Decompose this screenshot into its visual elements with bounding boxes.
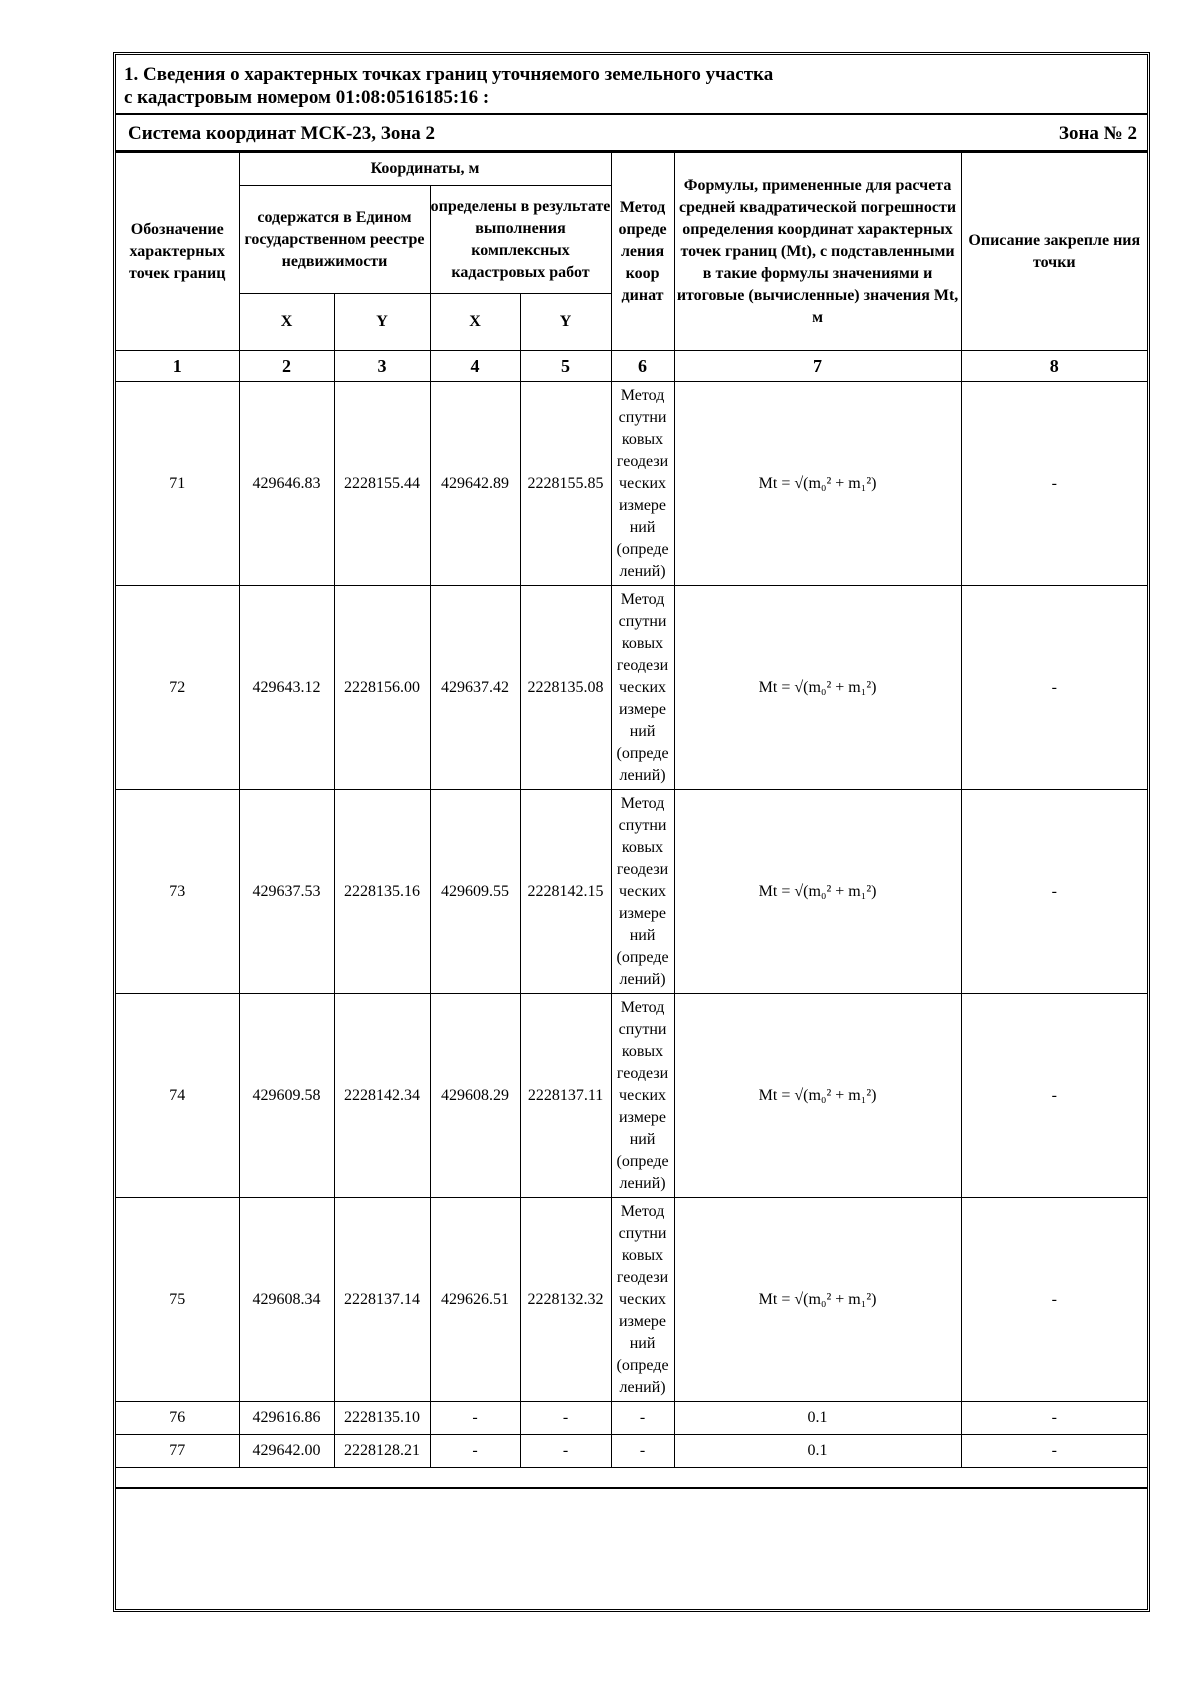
point-id: 71	[116, 382, 239, 586]
empty-area	[116, 1487, 1147, 1609]
y-egrn: 2228135.16	[334, 790, 430, 994]
header-x-egrn: X	[239, 294, 334, 351]
col-number: 2	[239, 351, 334, 382]
x-new: 429626.51	[430, 1198, 520, 1402]
mt-value: 0.1	[674, 1402, 961, 1435]
table-row	[116, 1402, 1147, 1435]
coordinate-system-row	[116, 115, 1147, 152]
y-new: -	[520, 1435, 611, 1468]
x-egrn: 429609.58	[239, 994, 334, 1198]
header-method: Метод опреде ления коор динат	[611, 153, 674, 351]
mt-formula: Mt = √(m₀² + m₁²)	[674, 382, 961, 586]
x-egrn: 429643.12	[239, 586, 334, 790]
y-new: 2228155.85	[520, 382, 611, 586]
point-id: 77	[116, 1435, 239, 1468]
method: Метод спутни ковых геодези ческих измере ний (опреде лений)	[611, 994, 674, 1198]
method: Метод спутни ковых геодези ческих измере ний (опреде лений)	[611, 586, 674, 790]
header-point-designation: Обозначение характерных точек границ	[116, 153, 239, 351]
x-new: 429609.55	[430, 790, 520, 994]
x-new: 429642.89	[430, 382, 520, 586]
y-egrn: 2228135.10	[334, 1402, 430, 1435]
y-new: 2228137.11	[520, 994, 611, 1198]
y-new: 2228135.08	[520, 586, 611, 790]
y-egrn: 2228156.00	[334, 586, 430, 790]
method: Метод спутни ковых геодези ческих измере ний (опреде лений)	[611, 1198, 674, 1402]
column-numbers-row	[116, 351, 1147, 382]
header-y-new: Y	[520, 294, 611, 351]
table-row	[116, 790, 1147, 994]
point-id: 72	[116, 586, 239, 790]
coordinate-system: Система координат МСК-23, Зона 2	[128, 123, 436, 144]
point-id: 73	[116, 790, 239, 994]
y-egrn: 2228137.14	[334, 1198, 430, 1402]
document-frame	[113, 52, 1150, 1612]
table-row	[116, 382, 1147, 586]
col-number: 7	[674, 351, 961, 382]
header-description: Описание закрепле ния точки	[961, 153, 1147, 351]
col-number: 5	[520, 351, 611, 382]
header-y-egrn: Y	[334, 294, 430, 351]
zone-number: Зона № 2	[1058, 123, 1137, 144]
title-line-2: с кадастровым номером 01:08:0516185:16 :	[124, 87, 490, 108]
mt-formula: Mt = √(m₀² + m₁²)	[674, 994, 961, 1198]
y-new: 2228132.32	[520, 1198, 611, 1402]
point-description: -	[961, 790, 1147, 994]
method: -	[611, 1435, 674, 1468]
x-egrn: 429637.53	[239, 790, 334, 994]
header-formula: Формулы, примененные для расчета средней квадратической погрешности определения координат характерных точек границ (Mt), с подставленными в такие формулы значениями и итоговые (вычисленные) значения Mt, м	[674, 153, 961, 351]
y-new: -	[520, 1402, 611, 1435]
x-egrn: 429646.83	[239, 382, 334, 586]
header-coords-new: определены в результате выполнения комплексных кадастровых работ	[430, 186, 611, 294]
col-number: 3	[334, 351, 430, 382]
points-table	[116, 152, 1147, 1468]
mt-value: 0.1	[674, 1435, 961, 1468]
point-description: -	[961, 382, 1147, 586]
x-new: -	[430, 1435, 520, 1468]
point-id: 74	[116, 994, 239, 1198]
method: Метод спутни ковых геодези ческих измере ний (опреде лений)	[611, 790, 674, 994]
x-egrn: 429616.86	[239, 1402, 334, 1435]
x-egrn: 429642.00	[239, 1435, 334, 1468]
y-egrn: 2228142.34	[334, 994, 430, 1198]
document-title	[116, 55, 1147, 115]
y-egrn: 2228128.21	[334, 1435, 430, 1468]
y-egrn: 2228155.44	[334, 382, 430, 586]
point-description: -	[961, 994, 1147, 1198]
y-new: 2228142.15	[520, 790, 611, 994]
point-description: -	[961, 1435, 1147, 1468]
x-egrn: 429608.34	[239, 1198, 334, 1402]
point-description: -	[961, 1402, 1147, 1435]
col-number: 8	[961, 351, 1147, 382]
header-coordinates: Координаты, м	[239, 153, 611, 186]
x-new: 429608.29	[430, 994, 520, 1198]
table-row	[116, 586, 1147, 790]
col-number: 6	[611, 351, 674, 382]
table-row	[116, 1435, 1147, 1468]
method: Метод спутни ковых геодези ческих измере ний (опреде лений)	[611, 382, 674, 586]
table-row	[116, 1198, 1147, 1402]
point-description: -	[961, 586, 1147, 790]
x-new: 429637.42	[430, 586, 520, 790]
mt-formula: Mt = √(m₀² + m₁²)	[674, 586, 961, 790]
point-description: -	[961, 1198, 1147, 1402]
title-line-1: 1. Сведения о характерных точках границ уточняемого земельного участка	[124, 64, 774, 85]
mt-formula: Mt = √(m₀² + m₁²)	[674, 790, 961, 994]
mt-formula: Mt = √(m₀² + m₁²)	[674, 1198, 961, 1402]
method: -	[611, 1402, 674, 1435]
x-new: -	[430, 1402, 520, 1435]
col-number: 4	[430, 351, 520, 382]
header-x-new: X	[430, 294, 520, 351]
table-row	[116, 994, 1147, 1198]
col-number: 1	[116, 351, 239, 382]
point-id: 76	[116, 1402, 239, 1435]
point-id: 75	[116, 1198, 239, 1402]
header-coords-egrn: содержатся в Едином государственном реестре недвижимости	[239, 186, 430, 294]
